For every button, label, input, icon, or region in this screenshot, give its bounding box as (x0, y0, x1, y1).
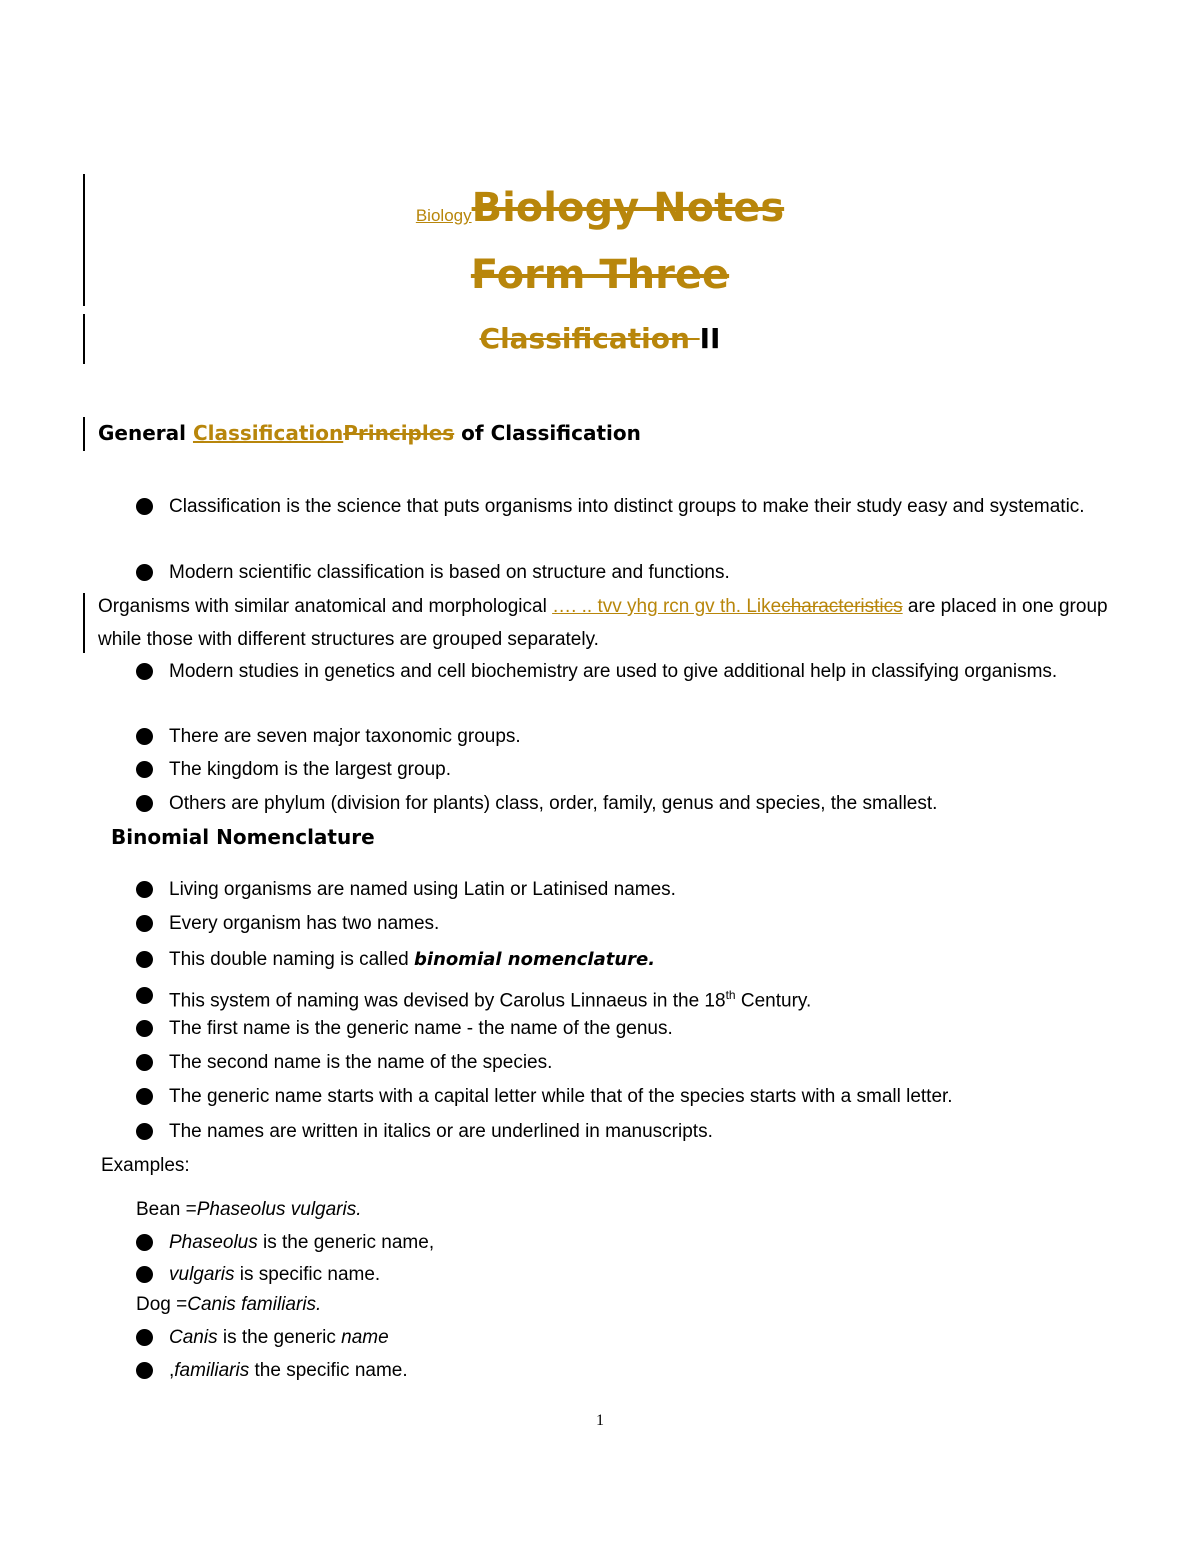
example-bean: Bean =Phaseolus vulgaris. (136, 1199, 362, 1220)
title-line-3 (0, 322, 1200, 355)
bullet-icon (136, 1088, 153, 1105)
bullet-icon (136, 951, 153, 968)
section-heading-binomial: Binomial Nomenclature (111, 825, 375, 849)
change-bar (83, 593, 85, 653)
bullet-icon (136, 915, 153, 932)
bullet-icon (136, 1234, 153, 1251)
title-line-2 (0, 252, 1200, 298)
deleted-topic: Classification (479, 322, 700, 355)
bullet-icon (136, 1020, 153, 1037)
title-line-1 (0, 185, 1200, 231)
document-page: BiologyBiology Notes Form Three Classification II General ClassificationPrinciples of Classification Classification is the science that puts organisms into distinct groups to make their study easy and systematic. Modern scientific classification is based on structure and functions. Organisms with similar anatomical and morphological …. .. tvv yhg rcn gv th. Likecharacteristics are placed in one group while those with different structures are grouped separately. Modern studies in genetics and cell biochemistry are used to give additional help in classifying organisms. There are seven major taxonomic groups. The kingdom is the largest group. Others are phylum (division for plants) class, order, family, genus and species, the smallest. Binomial Nomenclature Living organisms are named using Latin or Latinised names. Every organism has two names. This double naming is called binomial nomenclature. This system of naming was devised by Carolus Linnaeus in the 18th Century. The first name is the generic name - the name of the genus. The second name is the name of the species. The generic name starts with a capital letter while that of the species starts with a small letter. The names are written in italics or are underlined in manuscripts. Examples: Bean =Phaseolus vulgaris. Phaseolus is the generic name, vulgaris is specific name. Dog =Canis familiaris. Canis is the generic name ,familiaris the specific name. 1 (0, 0, 1200, 1553)
bullet-icon (136, 1266, 153, 1283)
bullet-icon (136, 881, 153, 898)
example-dog: Dog =Canis familiaris. (136, 1294, 322, 1315)
list-item: Modern scientific classification is based on structure and functions. (136, 556, 1126, 589)
bullet-icon (136, 564, 153, 581)
deleted-text: Principles (343, 421, 455, 445)
bullet-icon (136, 795, 153, 812)
change-bar (83, 417, 85, 451)
bullet-icon (136, 987, 153, 1004)
paragraph: Organisms with similar anatomical and morphological …. .. tvv yhg rcn gv th. Likecharacteristics are placed in one group while those with different structures are grouped separately. (98, 596, 1108, 650)
topic-number: II (699, 322, 721, 355)
bullet-icon (136, 663, 153, 680)
bullet-icon (136, 1329, 153, 1346)
inserted-text[interactable]: …. .. tvv yhg rcn gv th. Like (552, 596, 782, 617)
deleted-title: Biology Notes (471, 185, 785, 231)
deleted-text: characteristics (781, 596, 903, 617)
deleted-subtitle: Form Three (470, 252, 730, 298)
inserted-text[interactable]: Classification (192, 421, 344, 445)
bullet-icon (136, 498, 153, 515)
section-heading-general: General ClassificationPrinciples of Classification (98, 421, 641, 445)
list-item: Modern studies in genetics and cell biochemistry are used to give additional help in classifying organisms. (136, 655, 1126, 721)
bullet-icon (136, 1054, 153, 1071)
key-term: binomial nomenclature. (414, 949, 656, 970)
bullet-icon (136, 1362, 153, 1379)
examples-label: Examples: (101, 1155, 190, 1176)
bullet-icon (136, 728, 153, 745)
bullet-icon (136, 1123, 153, 1140)
inserted-text[interactable]: Biology (415, 206, 472, 225)
list-item: Classification is the science that puts organisms into distinct groups to make their study easy and systematic. (136, 490, 1126, 556)
page-number: 1 (596, 1412, 604, 1429)
bullet-icon (136, 761, 153, 778)
